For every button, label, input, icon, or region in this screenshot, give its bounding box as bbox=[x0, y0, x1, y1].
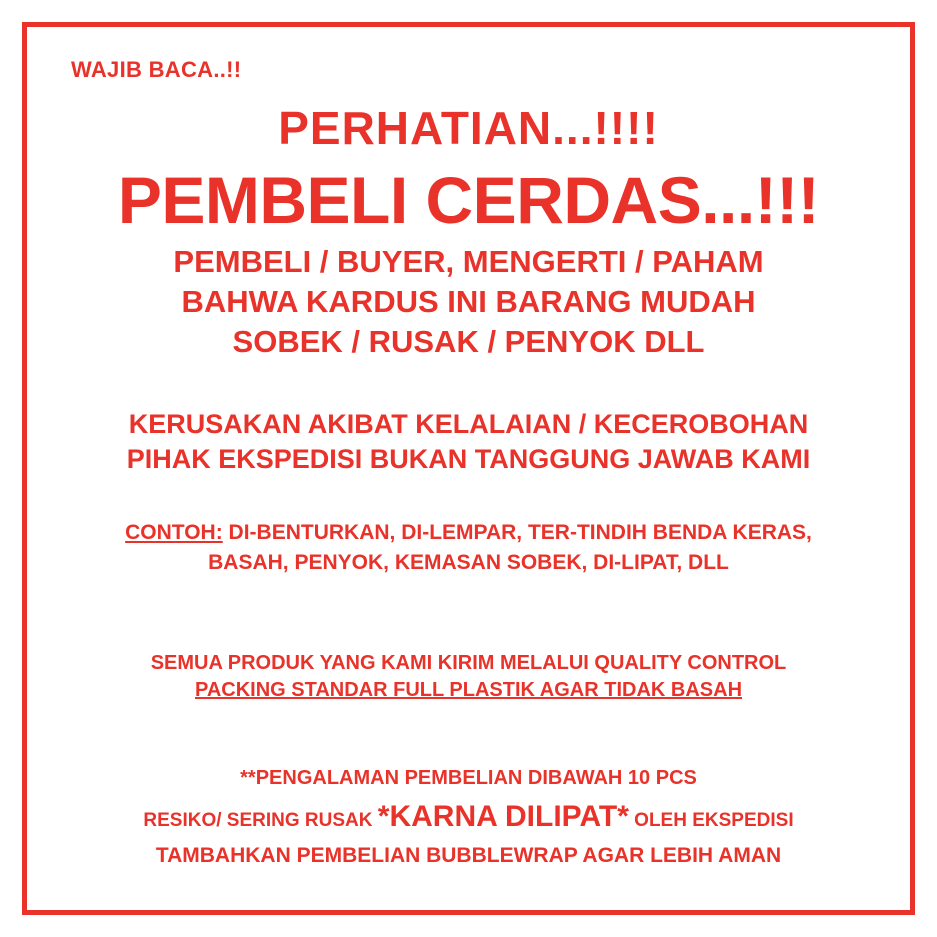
sub-heading-line-3: SOBEK / RUSAK / PENYOK DLL bbox=[232, 323, 705, 359]
risk-emphasis: *KARNA DILIPAT* bbox=[377, 800, 629, 834]
risk-prefix: RESIKO/ SERING RUSAK bbox=[143, 810, 378, 832]
sub-heading-line-2: BAHWA KARDUS INI BARANG MUDAH bbox=[181, 283, 756, 319]
example-text-1: DI-BENTURKAN, DI-LEMPAR, TER-TINDIH BENDA KERAS, bbox=[222, 520, 812, 544]
liability-block bbox=[57, 407, 880, 477]
advice-line: TAMBAHKAN PEMBELIAN BUBBLEWRAP AGAR LEBIH AMAN bbox=[155, 844, 782, 868]
example-label: CONTOH: bbox=[125, 520, 223, 544]
risk-suffix: OLEH EKSPEDISI bbox=[628, 810, 794, 832]
liability-line-1: KERUSAKAN AKIBAT KELALAIAN / KECEROBOHAN bbox=[128, 409, 809, 440]
poster-frame bbox=[22, 22, 915, 915]
experience-block bbox=[57, 764, 880, 871]
example-line-1 bbox=[57, 518, 880, 548]
example-block bbox=[57, 518, 880, 579]
example-line-2: BASAH, PENYOK, KEMASAN SOBEK, DI-LIPAT, DLL bbox=[208, 550, 729, 574]
quality-line-2: PACKING STANDAR FULL PLASTIK AGAR TIDAK BASAH bbox=[194, 679, 743, 702]
page-title: PERHATIAN...!!!! bbox=[278, 102, 659, 154]
quality-block bbox=[57, 650, 880, 704]
main-heading: PEMBELI CERDAS...!!! bbox=[117, 163, 820, 237]
liability-line-2: PIHAK EKSPEDISI BUKAN TANGGUNG JAWAB KAMI bbox=[126, 444, 811, 475]
quality-line-1: SEMUA PRODUK YANG KAMI KIRIM MELALUI QUALITY CONTROL bbox=[150, 652, 787, 675]
sub-heading-block bbox=[57, 242, 880, 361]
must-read-badge: WAJIB BACA..!! bbox=[71, 57, 242, 82]
experience-line: **PENGALAMAN PEMBELIAN DIBAWAH 10 PCS bbox=[240, 767, 697, 790]
risk-line bbox=[57, 799, 880, 835]
sub-heading-line-1: PEMBELI / BUYER, MENGERTI / PAHAM bbox=[173, 244, 764, 280]
